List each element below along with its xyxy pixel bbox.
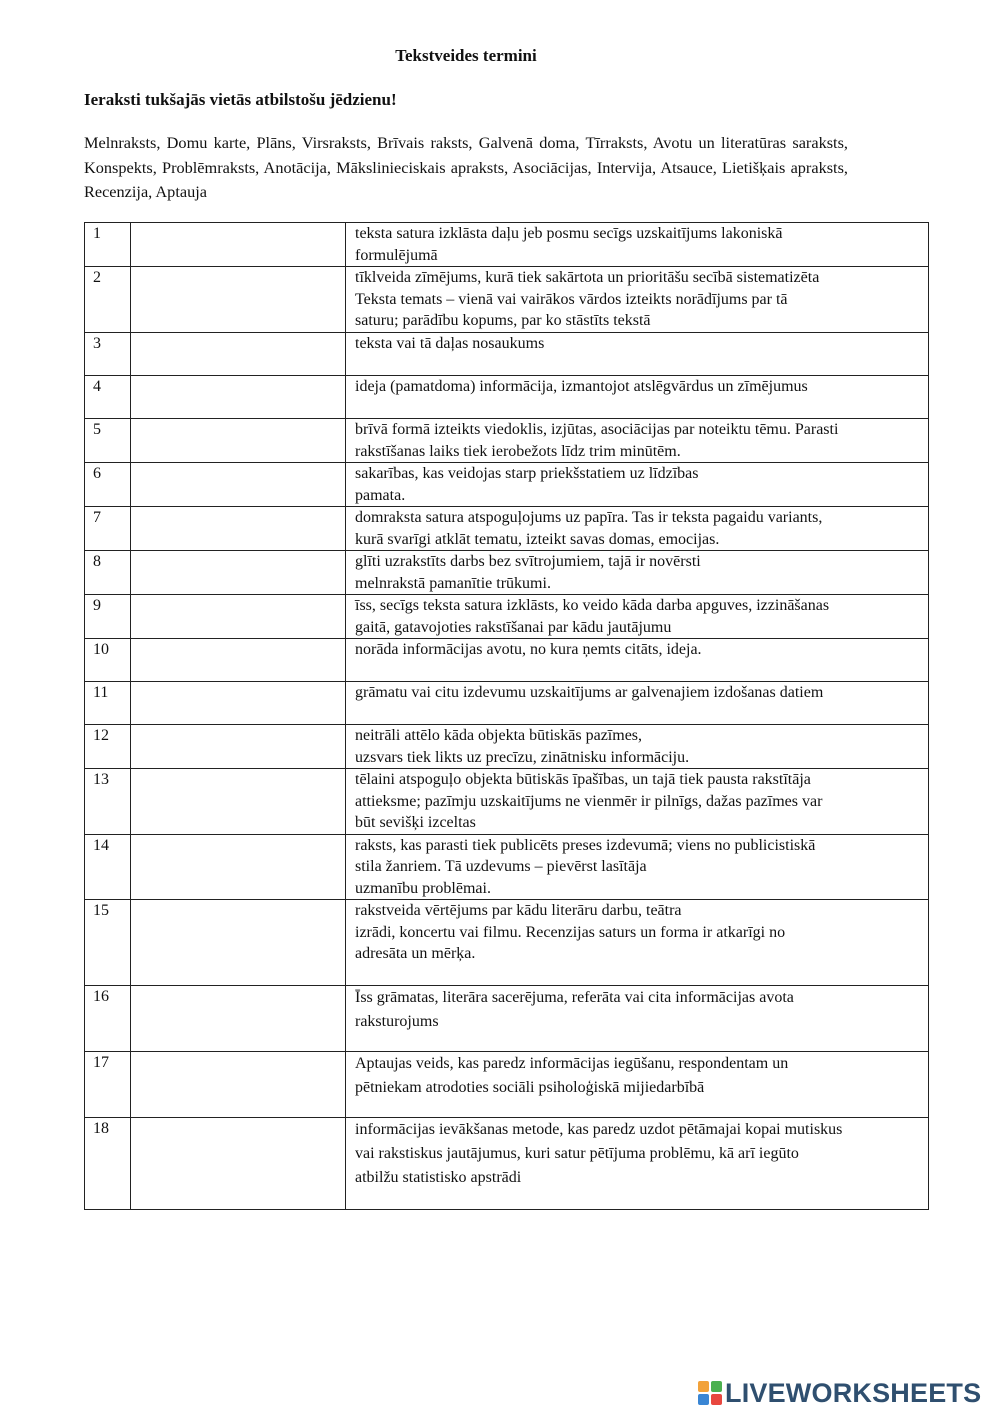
- row-number: 9: [85, 595, 131, 639]
- definition-cell: [346, 267, 929, 333]
- definition-cell: [346, 834, 929, 900]
- answer-blank[interactable]: [131, 682, 346, 725]
- row-number: 1: [85, 223, 131, 267]
- table-row: [85, 986, 929, 1052]
- table-row: [85, 639, 929, 682]
- definition-cell: [346, 419, 929, 463]
- definition-cell: [346, 333, 929, 376]
- answer-blank[interactable]: [131, 725, 346, 769]
- row-number: 5: [85, 419, 131, 463]
- table-row: [85, 223, 929, 267]
- row-number: 15: [85, 900, 131, 986]
- answer-blank[interactable]: [131, 419, 346, 463]
- definition-cell: [346, 1052, 929, 1118]
- definition-text: grāmatu vai citu izdevumu uzskaitījums ar galvenajiem izdošanas datiem: [355, 684, 824, 701]
- row-number: 3: [85, 333, 131, 376]
- definition-text: norāda informācijas avotu, no kura ņemts citāts, ideja.: [355, 641, 702, 658]
- answer-blank[interactable]: [131, 463, 346, 507]
- definition-cell: [346, 986, 929, 1052]
- row-number: 4: [85, 376, 131, 419]
- answer-blank[interactable]: [131, 769, 346, 835]
- definition-text: glīti uzrakstīts darbs bez svītrojumiem, tajā ir novērsti melnrakstā pamanītie trūkumi.: [355, 553, 701, 592]
- liveworksheets-logo-icon: [698, 1381, 722, 1405]
- table-row: [85, 900, 929, 986]
- row-number: 11: [85, 682, 131, 725]
- row-number: 7: [85, 507, 131, 551]
- definition-cell: [346, 725, 929, 769]
- table-row: [85, 1118, 929, 1210]
- definition-cell: [346, 595, 929, 639]
- table-row: [85, 507, 929, 551]
- definition-cell: [346, 551, 929, 595]
- answer-blank[interactable]: [131, 595, 346, 639]
- logo-text: LIVEWORKSHEETS: [725, 1377, 982, 1408]
- page-title: Tekstveides termini: [395, 46, 537, 65]
- definition-text: sakarības, kas veidojas starp priekšstatiem uz līdzības pamata.: [355, 465, 699, 504]
- row-number: 17: [85, 1052, 131, 1118]
- definition-text: Īss grāmatas, literāra sacerējuma, referāta vai cita informācijas avota raksturojums: [355, 989, 794, 1030]
- instruction-heading: Ieraksti tukšajās vietās atbilstošu jēdzienu!: [84, 90, 397, 109]
- row-number: 18: [85, 1118, 131, 1210]
- table-row: [85, 595, 929, 639]
- answer-blank[interactable]: [131, 1118, 346, 1210]
- definition-cell: [346, 769, 929, 835]
- answer-blank[interactable]: [131, 900, 346, 986]
- row-number: 13: [85, 769, 131, 835]
- answer-blank[interactable]: [131, 376, 346, 419]
- row-number: 16: [85, 986, 131, 1052]
- row-number: 8: [85, 551, 131, 595]
- table-row: [85, 769, 929, 835]
- answer-blank[interactable]: [131, 267, 346, 333]
- row-number: 14: [85, 834, 131, 900]
- definition-text: raksts, kas parasti tiek publicēts preses izdevumā; viens no publicistiskā stila žanriem. Tā uzdevums – pievērst lasītāja uzmanību problēmai.: [355, 836, 816, 897]
- logo-square-1: [698, 1381, 709, 1392]
- word-bank: Melnraksts, Domu karte, Plāns, Virsraksts, Brīvais raksts, Galvenā doma, Tīrraksts, Avotu un literatūras saraksts, Konspekts, Problēmraksts, Anotācija, Mākslinieciskais apraksts, Asociācijas, Intervija, Atsauce, Lietišķais apraksts, Recenzija, Aptauja: [84, 133, 848, 201]
- answer-blank[interactable]: [131, 1052, 346, 1118]
- answer-blank[interactable]: [131, 551, 346, 595]
- table-row: [85, 682, 929, 725]
- row-number: 2: [85, 267, 131, 333]
- row-number: 6: [85, 463, 131, 507]
- table-row: [85, 551, 929, 595]
- definition-text: neitrāli attēlo kāda objekta būtiskās pazīmes, uzsvars tiek likts uz precīzu, zinātnisku informāciju.: [355, 727, 690, 766]
- definition-text: brīvā formā izteikts viedoklis, izjūtas, asociācijas par noteiktu tēmu. Parasti rakstīšanas laiks tiek ierobežots līdz trim minūtēm.: [355, 421, 839, 460]
- table-row: [85, 333, 929, 376]
- definition-cell: [346, 900, 929, 986]
- definition-text: teksta satura izklāsta daļu jeb posmu secīgs uzskaitījums lakoniskā formulējumā: [355, 225, 783, 264]
- definition-cell: [346, 376, 929, 419]
- definition-cell: [346, 682, 929, 725]
- definition-cell: [346, 223, 929, 267]
- table-row: [85, 725, 929, 769]
- answer-blank[interactable]: [131, 333, 346, 376]
- terms-table: [84, 222, 929, 1210]
- logo-square-4: [711, 1394, 722, 1405]
- answer-blank[interactable]: [131, 507, 346, 551]
- definition-text: īss, secīgs teksta satura izklāsts, ko veido kāda darba apguves, izzināšanas gaitā, gatavojoties rakstīšanai par kādu jautājumu: [355, 597, 830, 636]
- definition-cell: [346, 639, 929, 682]
- table-row: [85, 1052, 929, 1118]
- definition-text: Aptaujas veids, kas paredz informācijas iegūšanu, respondentam un pētniekam atrodoties sociāli psiholoģiskā mijiedarbībā: [355, 1055, 789, 1096]
- liveworksheets-logo: [698, 1377, 982, 1408]
- table-row: [85, 267, 929, 333]
- definition-text: informācijas ievākšanas metode, kas paredz uzdot pētāmajai kopai mutiskus vai rakstiskus jautājumus, kuri satur pētījuma problēmu, kā arī iegūto atbilžu statistisko apstrādi: [355, 1121, 843, 1186]
- table-row: [85, 419, 929, 463]
- logo-square-2: [711, 1381, 722, 1392]
- definition-text: tīklveida zīmējums, kurā tiek sakārtota un prioritāšu secībā sistematizēta Teksta temats – vienā vai vairākos vārdos izteikts norādījums par tā saturu; parādību kopums, par ko stāstīts tekstā: [355, 269, 820, 329]
- definition-cell: [346, 1118, 929, 1210]
- table-row: [85, 376, 929, 419]
- definition-text: rakstveida vērtējums par kādu literāru darbu, teātra izrādi, koncertu vai filmu. Recenzijas saturs un forma ir atkarīgi no adresāta un mērķa.: [355, 902, 786, 962]
- row-number: 12: [85, 725, 131, 769]
- definition-text: tēlaini atspoguļo objekta būtiskās īpašības, un tajā tiek pausta rakstītāja attieksme; pazīmju uzskaitījums ne vienmēr ir pilnīgs, dažas pazīmes var būt sevišķi izceltas: [355, 771, 823, 831]
- definition-text: teksta vai tā daļas nosaukums: [355, 335, 545, 352]
- definition-text: domraksta satura atspoguļojums uz papīra. Tas ir teksta pagaidu variants, kurā svarīgi atklāt tematu, izteikt savas domas, emocijas.: [355, 509, 823, 548]
- definition-cell: [346, 463, 929, 507]
- table-row: [85, 463, 929, 507]
- answer-blank[interactable]: [131, 986, 346, 1052]
- definition-text: ideja (pamatdoma) informācija, izmantojot atslēgvārdus un zīmējumus: [355, 378, 808, 395]
- table-row: [85, 834, 929, 900]
- logo-square-3: [698, 1394, 709, 1405]
- definition-cell: [346, 507, 929, 551]
- answer-blank[interactable]: [131, 223, 346, 267]
- row-number: 10: [85, 639, 131, 682]
- terms-table-body: [85, 223, 929, 1210]
- answer-blank[interactable]: [131, 834, 346, 900]
- answer-blank[interactable]: [131, 639, 346, 682]
